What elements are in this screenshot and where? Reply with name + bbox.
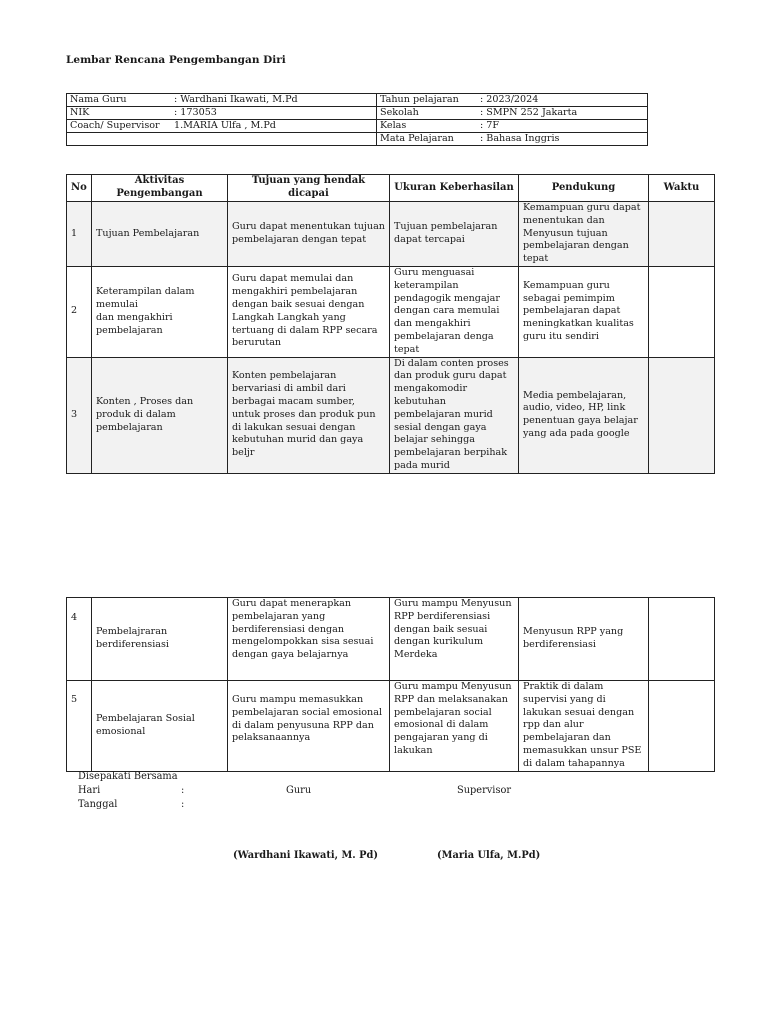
row-no: 2 <box>67 266 92 357</box>
row-aktivitas: Pembelajaran Sosial emosional <box>92 681 228 772</box>
plan-table-page-2 <box>66 597 715 772</box>
row-no: 3 <box>67 357 92 473</box>
guru-signature-name: (Wardhani Ikawati, M. Pd) <box>233 850 378 861</box>
header-tujuan: Tujuan yang hendak dicapai <box>228 175 390 202</box>
info-nama-guru: Nama Guru : Wardhani Ikawati, M.Pd <box>67 94 377 107</box>
row-ukuran: Tujuan pembelajaran dapat tercapai <box>390 202 519 267</box>
row-waktu <box>649 266 715 357</box>
table-row <box>67 357 715 473</box>
hari-colon: : <box>181 785 185 796</box>
header-aktivitas: Aktivitas Pengembangan <box>92 175 228 202</box>
row-waktu <box>649 681 715 772</box>
row-ukuran: Guru mampu Menyusun RPP berdiferensiasi dengan baik sesuai dengan kurikulum Merdeka <box>390 598 519 681</box>
hari-label: Hari <box>78 785 101 796</box>
info-tahun-pelajaran: Tahun pelajaran : 2023/2024 <box>377 94 648 107</box>
row-tujuan: Guru mampu memasukkan pembelajaran social emosional di dalam penyusuna RPP dan pelaksanaannya <box>228 681 390 772</box>
row-no: 1 <box>67 202 92 267</box>
row-tujuan: Guru dapat menerapkan pembelajaran yang berdiferensiasi dengan mengelompokkan sisa sesuai dengan gaya belajarnya <box>228 598 390 681</box>
row-pendukung: Kemampuan guru sebagai pemimpim pembelajaran dapat meningkatkan kualitas guru itu sendiri <box>519 266 649 357</box>
row-aktivitas: Konten , Proses dan produk di dalam pembelajaran <box>92 357 228 473</box>
row-pendukung: Praktik di dalam supervisi yang di lakukan sesuai dengan rpp dan alur pembelajaran dan memasukkan unsur PSE di dalam tahapannya <box>519 681 649 772</box>
row-pendukung: Menyusun RPP yang berdiferensiasi <box>519 598 649 681</box>
info-mata-pelajaran: Mata Pelajaran : Bahasa Inggris <box>377 133 648 146</box>
row-aktivitas: Keterampilan dalam memulai dan mengakhiri pembelajaran <box>92 266 228 357</box>
header-pendukung: Pendukung <box>519 175 649 202</box>
row-pendukung: Media pembelajaran, audio, video, HP, link penentuan gaya belajar yang ada pada google <box>519 357 649 473</box>
row-waktu <box>649 357 715 473</box>
info-nik: NIK : 173053 <box>67 107 377 120</box>
header-ukuran: Ukuran Keberhasilan <box>390 175 519 202</box>
plan-table-page-1 <box>66 174 715 474</box>
info-kelas: Kelas : 7F <box>377 120 648 133</box>
row-ukuran: Guru mampu Menyusun RPP dan melaksanakan pembelajaran social emosional di dalam pengajaran yang di lakukan <box>390 681 519 772</box>
guru-label: Guru <box>286 785 312 796</box>
row-pendukung: Kemampuan guru dapat menentukan dan Menyusun tujuan pembelajaran dengan tepat <box>519 202 649 267</box>
table-header-row <box>67 175 715 202</box>
header-no: No <box>67 175 92 202</box>
tanggal-label: Tanggal <box>78 799 118 810</box>
supervisor-signature-name: (Maria Ulfa, M.Pd) <box>437 850 541 861</box>
info-empty-cell <box>67 133 377 146</box>
document-title: Lembar Rencana Pengembangan Diri <box>66 54 286 66</box>
row-no: 4 <box>67 598 92 681</box>
agreed-label: Disepakati Bersama <box>78 771 178 782</box>
table-row <box>67 266 715 357</box>
supervisor-label: Supervisor <box>457 785 512 796</box>
row-tujuan: Guru dapat menentukan tujuan pembelajaran dengan tepat <box>228 202 390 267</box>
header-waktu: Waktu <box>649 175 715 202</box>
row-no: 5 <box>67 681 92 772</box>
info-sekolah: Sekolah : SMPN 252 Jakarta <box>377 107 648 120</box>
row-ukuran: Guru menguasai keterampilan pendagogik mengajar dengan cara memulai dan mengakhiri pembelajaran denga tepat <box>390 266 519 357</box>
row-waktu <box>649 598 715 681</box>
row-tujuan: Guru dapat memulai dan mengakhiri pembelajaran dengan baik sesuai dengan Langkah Langkah yang tertuang di dalam RPP secara berurutan <box>228 266 390 357</box>
row-aktivitas: Tujuan Pembelajaran <box>92 202 228 267</box>
row-tujuan: Konten pembelajaran bervariasi di ambil dari berbagai macam sumber, untuk proses dan produk pun di lakukan sesuai dengan kebutuhan murid dan gaya beljr <box>228 357 390 473</box>
table-row <box>67 598 715 681</box>
row-waktu <box>649 202 715 267</box>
row-aktivitas: Pembelajraran berdiferensiasi <box>92 598 228 681</box>
info-table <box>66 93 648 146</box>
table-row <box>67 202 715 267</box>
tanggal-colon: : <box>181 799 185 810</box>
info-coach: Coach/ Supervisor 1.MARIA Ulfa , M.Pd <box>67 120 377 133</box>
table-row <box>67 681 715 772</box>
row-ukuran: Di dalam conten proses dan produk guru dapat mengakomodir kebutuhan pembelajaran murid sesial dengan gaya belajar sehingga pembelajaran berpihak pada murid <box>390 357 519 473</box>
